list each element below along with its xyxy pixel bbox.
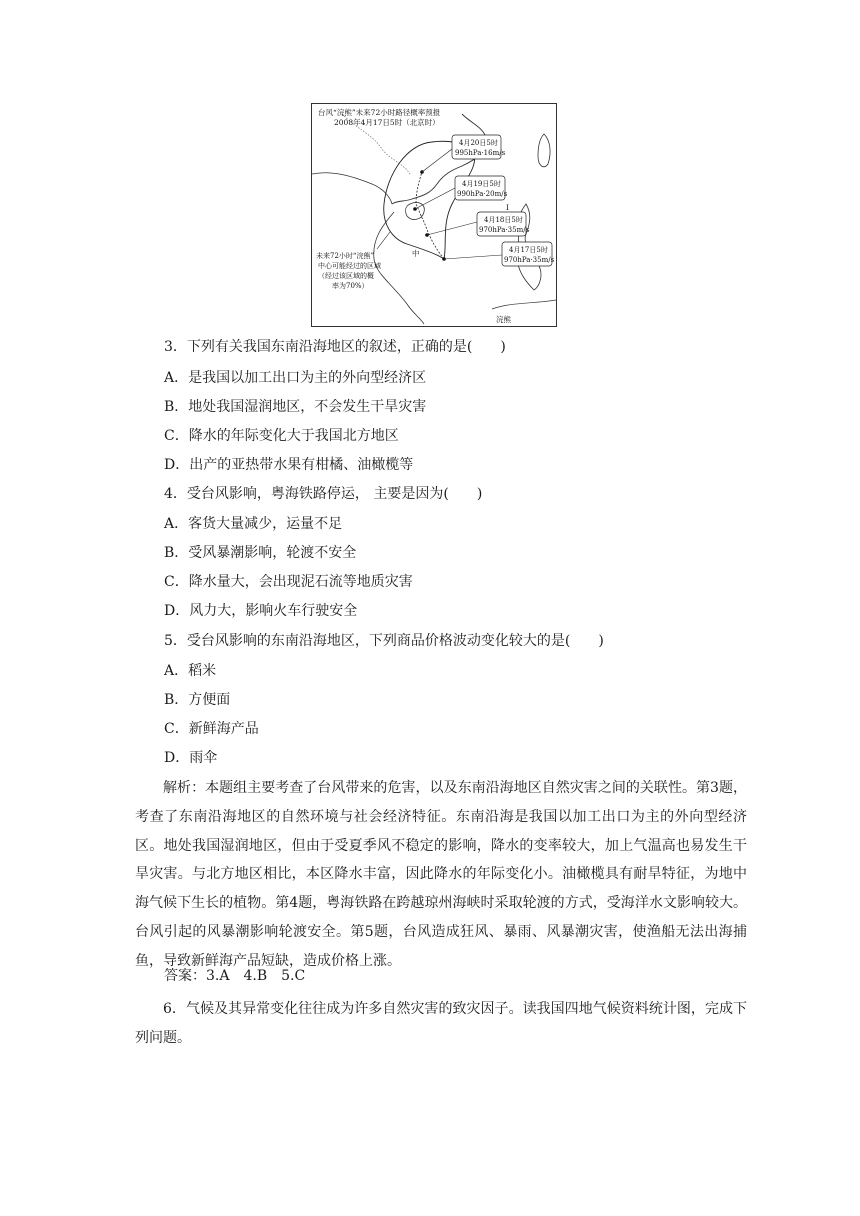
question-6-text: 6．气候及其异常变化往往成为许多自然灾害的致灾因子。读我国四地气候资料统计图，完成下列问题。 [135, 1001, 747, 1046]
question-3-stem: 3．下列有关我国东南沿海地区的叙述，正确的是( ) [164, 339, 506, 355]
borneo-edge [492, 300, 556, 309]
question-5-option-d: D．雨伞 [164, 750, 218, 766]
question-3-option-c: C．降水的年际变化大于我国北方地区 [164, 428, 399, 444]
question-4-option-a: A．客货大量减少，运量不足 [164, 516, 343, 532]
region-note-line1: 未来72小时“浣熊” [316, 252, 375, 260]
question-4-stem: 4．受台风影响，粤海铁路停运， 主要是因为( ) [164, 486, 483, 502]
callout-2-line1: 4月18日5时 [484, 216, 523, 224]
callout-2-line2: 970hPa·35m/s [479, 226, 530, 234]
analysis-paragraph [135, 774, 747, 976]
question-5-option-b: B．方便面 [164, 692, 231, 708]
indochina-coast [374, 212, 424, 324]
map-title-line1: 台风“浣熊”未来72小时路径概率预报 [318, 108, 441, 117]
map-title-line2: 2008年4月17日5时（北京时） [334, 118, 440, 127]
question-3-option-b: B．地处我国湿润地区，不会发生干旱灾害 [164, 399, 427, 415]
question-4-option-d: D．风力大，影响火车行驶安全 [164, 603, 358, 619]
answer-line: 答案：3.A 4.B 5.C [164, 968, 306, 984]
callout-1-line1: 4月19日5时 [462, 180, 501, 188]
question-3-option-d: D．出产的亚热带水果有柑橘、油橄榄等 [164, 457, 414, 473]
map-label-huanxiong: 浣熊 [496, 315, 511, 324]
callout-3-line1: 4月17日5时 [509, 246, 548, 254]
map-label-zhong: 中 [412, 249, 420, 258]
callout-1-line2: 990hPa·20m/s [457, 190, 508, 198]
question-3-option-a: A．是我国以加工出口为主的外向型经济区 [164, 370, 427, 386]
typhoon-track-map [311, 103, 557, 327]
analysis-text: 解析：本题组主要考查了台风带来的危害，以及东南沿海地区自然灾害之间的关联性。第3题，考查了东南沿海地区的自然环境与社会经济特征。东南沿海是我国以加工出口为主的外向型经济区。地处我国湿润地区，但由于受夏季风不稳定的影响，降水的变率较大，加上气温高也易发生干旱灾害。与北方地区相比，本区降水丰富，因此降水的年际变化小。油橄榄具有耐旱特征，为地中海气候下生长的植物。第4题，粤海铁路在跨越琼州海峡时采取轮渡的方式，受海洋水文影响较大。台风引起的风暴潮影响轮渡安全。第5题，台风造成狂风、暴雨、风暴潮灾害，使渔船无法出海捕鱼，导致新鲜海产品短缺，造成价格上涨。 [135, 780, 747, 969]
question-5-option-a: A．稻米 [164, 663, 217, 679]
map-svg [312, 104, 556, 326]
map-label-i: I [506, 203, 509, 212]
taiwan-island [538, 134, 550, 167]
callout-3-line2: 970hPa·35m/s [504, 256, 555, 264]
region-note-line2: 中心可能经过的区域 [318, 262, 381, 270]
callout-0-line1: 4月20日5时 [459, 139, 498, 147]
callout-0-line2: 995hPa·16m/s [455, 149, 506, 157]
question-6-paragraph [135, 995, 747, 1053]
region-note-line3: （经过该区域的概 [318, 272, 374, 280]
question-4-option-c: C．降水量大，会出现泥石流等地质灾害 [164, 574, 413, 590]
coast-west [312, 173, 392, 204]
question-4-option-b: B．受风暴潮影响，轮渡不安全 [164, 545, 357, 561]
typhoon-track [416, 172, 444, 259]
region-note-line4: 率为70%） [332, 282, 369, 290]
question-5-option-c: C．新鲜海产品 [164, 721, 259, 737]
question-5-stem: 5．受台风影响的东南沿海地区，下列商品价格波动变化较大的是( ) [164, 633, 604, 649]
